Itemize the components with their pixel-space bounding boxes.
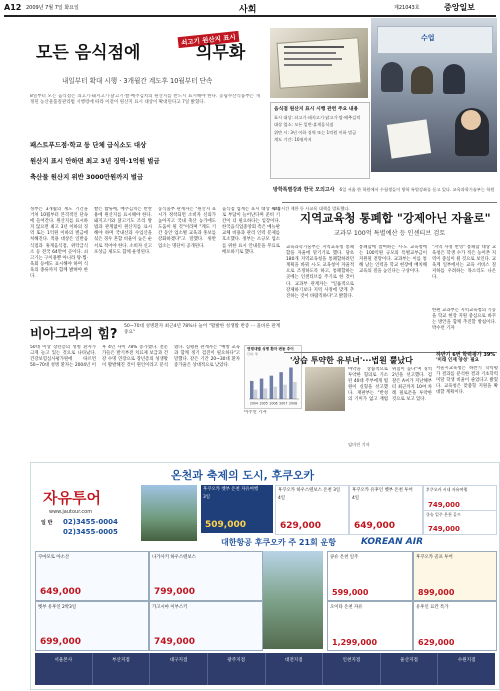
mid-deal[interactable] xyxy=(149,601,263,651)
lead-tag: 쇠고기 원산지 표시 xyxy=(178,31,240,48)
office-cell: 인천지점 xyxy=(323,653,381,685)
right-deal[interactable] xyxy=(413,551,497,601)
airline-title: 대한항공 후쿠오카 주 21회 운항 xyxy=(221,538,337,547)
small-story-headline: 하반기 6번 학력평가 39% xyxy=(436,352,496,358)
lead-kickers xyxy=(30,140,260,194)
lead-headline xyxy=(36,33,276,66)
chart-unit: 단위: 명 xyxy=(247,352,258,357)
ad-phone-2: 02)3455-0005 xyxy=(63,528,118,536)
deal-title: 유후인 료칸 특가 xyxy=(416,605,449,610)
masthead xyxy=(4,2,496,14)
deal-title: 오이타 온천 자유 xyxy=(330,605,363,610)
sanggwan-byline: 임미진 기자 xyxy=(348,442,370,447)
deal-title: 후쿠오카 골프 투어 xyxy=(416,555,453,560)
chart-title: 연령대별 성병 환자 변동 추이 xyxy=(247,347,294,351)
chart-tick-label: 2007 xyxy=(279,401,288,406)
deal-price: 629,000 xyxy=(418,638,455,647)
deal-price: 749,000 xyxy=(428,501,460,509)
office-cell: 울산지점 xyxy=(381,653,439,685)
chart-bar xyxy=(254,390,258,399)
lead-headline-part1: 모든 음식점에 xyxy=(36,43,141,63)
viagra-headline: 비아그라의 힘? xyxy=(30,327,118,342)
chart-tick-label: 2008 xyxy=(289,401,298,406)
office-cell: 대전지점 xyxy=(266,653,324,685)
ad-phone-label: 일 반 xyxy=(41,520,53,526)
deal-title: 후쿠오카 유후인 벳부 온천 투어 xyxy=(352,488,413,493)
section-title: 사회 xyxy=(239,5,257,15)
chart-bar xyxy=(250,381,254,399)
ad-brand-box xyxy=(35,485,139,543)
menu-photo xyxy=(270,28,368,98)
lead-column-3: 농식품부 관계자는 "원산지 표시가 정착되면 소비자 신뢰가 높아지고 국내 축산 농가에도 도움이 될 것"이라며 "계도 기간 동안 업소별 교육과 홍보를 강화하겠다"고 말했다. 위반 업소는 명단이 공개된다. xyxy=(158,207,216,249)
deal-days: 4일 xyxy=(352,496,360,502)
ad-photo-onsen xyxy=(263,551,323,649)
mid-deal[interactable] xyxy=(149,551,263,601)
deal-price: 629,000 xyxy=(280,521,321,531)
deal-price: 649,000 xyxy=(40,587,81,597)
ad-hero-photo xyxy=(141,485,197,541)
sidebar-item: 계도 기간: 10월까지 xyxy=(274,137,312,143)
lead-column-1: 정부는 3개월의 계도 기간을 거쳐 10월부터 본격적인 단속에 들어간다. 원산지를 표시하지 않으면 최고 3년 이하의 징역 또는 1억원 이하의 벌금에 처해진다. 적용 대상은 일반음식점과 휴게음식점, 위탁급식소 등 전국 64만여 곳이다. 쇠고기는 구이용뿐 아니라 탕·찜·육회 등에도 표시해야 하며 식육의 종류까지 함께 밝혀야 한다. xyxy=(30,207,88,280)
sanggwan-body: 마약을 상습적으로 투약한 혐의로 기소된 40대 주부에게 법원이 실형을 선고했다. 재판부는 "반성의 기미가 없고 재범 위험이 높다"며 징역 2년을 선고했다. 검찰은 A씨가 지난해부터 최근까지 10여 차례 필로폰을 투약한 것으로 보고 있다. xyxy=(348,367,432,403)
deal-title: 쿠마모토 아소산 xyxy=(38,555,70,560)
kicker-3: 축산물 원산지 위반 3000만원까지 벌금 xyxy=(30,173,144,181)
deal-price: 749,000 xyxy=(154,637,195,647)
deal-title: 후쿠오카 벳부 온천 자유여행 xyxy=(203,487,259,492)
deal-price: 749,000 xyxy=(428,525,460,533)
ad-deal-4[interactable] xyxy=(423,485,497,511)
deal-title: 큐슈 일주 온천 골프 xyxy=(426,512,461,517)
deal-title: 벳부 유후인 2박3일 xyxy=(38,605,77,610)
chart-bar xyxy=(293,382,297,399)
date: 2009년 7월 7일 화요일 xyxy=(26,5,79,11)
education-top-rule xyxy=(282,202,497,203)
chart-bar xyxy=(270,376,274,399)
deal-price: 799,000 xyxy=(154,587,195,597)
classroom-sign: 수업 xyxy=(421,34,435,42)
chart-bar xyxy=(289,368,293,400)
education-column-2: 통폐합에 참여하는 시·도 교육청에는 100억원 규모의 특별교부금이 지원될 전망이다. 교과부는 이를 통해 남는 인력을 학교 현장에 배치해 교육의 질을 높인다는 구상이다. xyxy=(359,245,427,275)
education-column-1: 교육과학기술부는 지역교육청 통폐합을 자율에 맡기기로 했다. 당초 180개 지역교육청을 통폐합하려던 계획을 바꿔 시·도 교육청이 자율적으로 조정하도록 하고, 통폐합하는 곳에는 인센티브를 주기로 한 것이다. 교과부 관계자는 "일률적으로 강제하기보다 지역 사정에 맞게 추진하는 것이 바람직하다"고 밝혔다. xyxy=(286,245,354,299)
ad-deal-2[interactable] xyxy=(275,485,349,535)
education-headline: 지역교육청 통폐합 "강제아닌 자율로" xyxy=(300,211,491,225)
sanggwan-photo xyxy=(305,367,345,411)
airline-logo: KOREAN AIR xyxy=(361,537,424,547)
lead-column-2: 쌀은 밥류에, 배추김치는 반찬용에 원산지를 표시해야 한다. 돼지고기와 닭고기도 조리 방법과 관계없이 원산지를 표시해야 하며 국내산과 수입산을 섞은 경우 혼합 비율이 높은 순서로 적어야 한다. 소비자 신고 포상금 제도도 함께 운영된다. xyxy=(94,207,152,255)
kicker-1: 패스트푸드점·학교 등 단체 급식소도 대상 xyxy=(30,141,147,149)
office-cell: 서울본사 xyxy=(35,653,93,685)
sanggwan-headline: '상습 투약한 유부녀'···법원 뿔났다 xyxy=(290,356,413,365)
issue-number: 제21043호 xyxy=(394,5,420,11)
chart-bar xyxy=(260,379,264,399)
ad-deal-3[interactable] xyxy=(349,485,423,535)
ad-office-row xyxy=(35,653,495,685)
small-story xyxy=(436,352,498,448)
education-column-3: "지역 사정 반영" 통폐합 대상 교육청은 학생 수가 적은 농어촌 지역이 중심이 될 것으로 보인다. 교육계 일부에서는 교육 서비스 질 저하를 우려하는 목소리도 나온다. xyxy=(432,245,496,281)
deal-title: 큐슈 온천 일주 xyxy=(330,555,359,560)
deal-title: 후쿠오카 하우스텐보스 온천 3일 xyxy=(278,488,341,493)
right-deal[interactable] xyxy=(413,601,497,651)
viagra-subhead: 50~70대 성병환자 최근4년 78%나 늘어 "활발한 성생활 반증 ··· 올바른 관계 중요" xyxy=(124,324,281,335)
deal-days: 4일 xyxy=(278,496,286,502)
deal-price: 599,000 xyxy=(332,588,369,597)
sidebar-title: 음식점 원산지 표시 시행 관련 주요 내용 xyxy=(274,107,359,112)
ad-section xyxy=(30,462,500,690)
deal-title: 후쿠오카 시내 자유여행 xyxy=(426,487,468,492)
chart-bar xyxy=(264,389,268,400)
lead-subhead: 내일부터 확대 시행 · 3개월간 계도후 10월부터 단속 xyxy=(62,77,213,85)
chart-bar xyxy=(283,385,287,399)
ad-banner: 온천과 축제의 도시, 후쿠오카 xyxy=(171,469,315,482)
deal-price: 899,000 xyxy=(418,588,455,597)
sidebar-item: 표시 대상: 쇠고기·돼지고기·닭고기·쌀·배추김치 xyxy=(274,115,361,120)
deal-price: 649,000 xyxy=(354,521,395,531)
office-cell: 수원지점 xyxy=(457,658,476,663)
education-column-4: 한편 교과부는 지역교육청의 기능을 학교 현장 지원 중심으로 바꾸는 방안을 함께 추진할 방침이다. 박수련 기자 xyxy=(432,308,496,332)
paper-name: 중앙일보 xyxy=(444,3,475,12)
sidebar-item: 위반 시: 3년 이하 징역 또는 1억원 이하 벌금 xyxy=(274,129,357,135)
viagra-top-rule xyxy=(30,320,280,321)
office-cell: 대구지점 xyxy=(150,653,208,685)
deal-days: 3일 xyxy=(203,495,211,501)
chart-tick-label: 2006 xyxy=(269,401,278,406)
ad-phone-1: 02)3455-0004 xyxy=(63,518,118,526)
photo-caption-text: 6일 서울 한 학원에서 수험생들이 방학 특별강좌를 듣고 있다. 교육과학기술부는 학원 교습시간 제한 등 사교육 대책을 발표했다. xyxy=(273,187,495,211)
ad-brand-url: www.jautour.com xyxy=(49,509,93,515)
chart-bar xyxy=(279,372,283,399)
sidebar-box xyxy=(270,102,370,179)
mid-deal[interactable] xyxy=(35,601,149,651)
photo-caption xyxy=(273,176,497,211)
lead-headline-part2: 의무화 xyxy=(196,43,246,63)
viagra-body: 50대 이상 장년층의 성병 환자가 크게 늘고 있는 것으로 나타났다. 건강보험심사평가원에 따르면 50~70대 성병 환자는 2004년 이후 4년 사이 78% 증가했다. 전문가들은 발기부전 치료제 보급과 건강 수명 연장으로 장년층의 성생활이 활발해진 것이 원인이라고 분석했다. 심평원 관계자는 "예방 교육과 함께 정기 검진이 필요하다"고 말했다. 같은 기간 20~30대 환자 증가율은 상대적으로 낮았다. xyxy=(30,345,240,369)
lead-intro: 8일부터 모든 음식점은 쇠고기·돼지고기·닭고기·쌀·배추김치의 원산지를 반드시 표시해야 한다. 농림수산식품부는 개정된 농산물품질관리법 시행령에 따라 이같이 원산지 표시 대상이 확대된다고 7일 밝혔다. xyxy=(30,94,260,106)
mid-deal[interactable] xyxy=(35,551,149,601)
kicker-2: 원산지 표시 안하면 최고 3년 징역·1억원 벌금 xyxy=(30,157,160,165)
deal-price: 1,299,000 xyxy=(332,638,378,647)
photo-caption-title: 방학특별강좌 한국 모의고사 xyxy=(273,187,335,193)
chart-tick-label: 2004 xyxy=(249,401,258,406)
ad-deal-1[interactable] xyxy=(201,485,273,533)
deal-title: 가고시마 이부스키 xyxy=(152,605,188,610)
lead-column-4: 음식점 업계는 표시 대상 확대로 부담이 늘어난다며 준비 기간이 더 필요하다는 입장이다. 한국음식업중앙회 측은 메뉴판 교체 비용과 관리 인력 문제를 호소했다. 정부는 소규모 업소를 위한 표시 안내문을 무료로 배포하기로 했다. xyxy=(222,207,280,255)
ad-brand: 자유투어 xyxy=(43,489,101,507)
right-mid-column-1: 이주연 기자 xyxy=(244,410,267,415)
right-deal[interactable] xyxy=(327,601,413,651)
small-story-body: 서울시교육청은 하반기 학력평가 결과를 분석한 결과 기초학력 미달 학생 비율이 줄었다고 밝혔다. 교육청은 맞춤형 지원을 확대할 계획이다. xyxy=(436,366,498,396)
deal-price: 509,000 xyxy=(205,520,246,530)
chart-bar xyxy=(274,387,278,399)
deal-title: 나가사키 하우스텐보스 xyxy=(152,555,196,560)
office-cell: 광주지점 xyxy=(208,653,266,685)
education-subhead: 교과부 100억 특별예산 등 인센티브 검토 xyxy=(334,230,446,237)
ad-deal-5[interactable] xyxy=(423,510,497,535)
chart-canvas xyxy=(246,362,300,406)
office-cell: 부산지점 xyxy=(93,653,151,685)
chart-tick-label: 2005 xyxy=(259,401,268,406)
classroom-photo xyxy=(371,18,497,172)
masthead-rule xyxy=(4,15,496,17)
deal-price: 699,000 xyxy=(40,637,81,647)
page-number: A12 xyxy=(4,3,22,12)
sidebar-item: 대상 업소: 모든 일반·휴게음식점 xyxy=(274,122,334,128)
small-story-subhead: '미래 인재 양성' 필요 xyxy=(436,358,480,363)
right-deal[interactable] xyxy=(327,551,413,601)
